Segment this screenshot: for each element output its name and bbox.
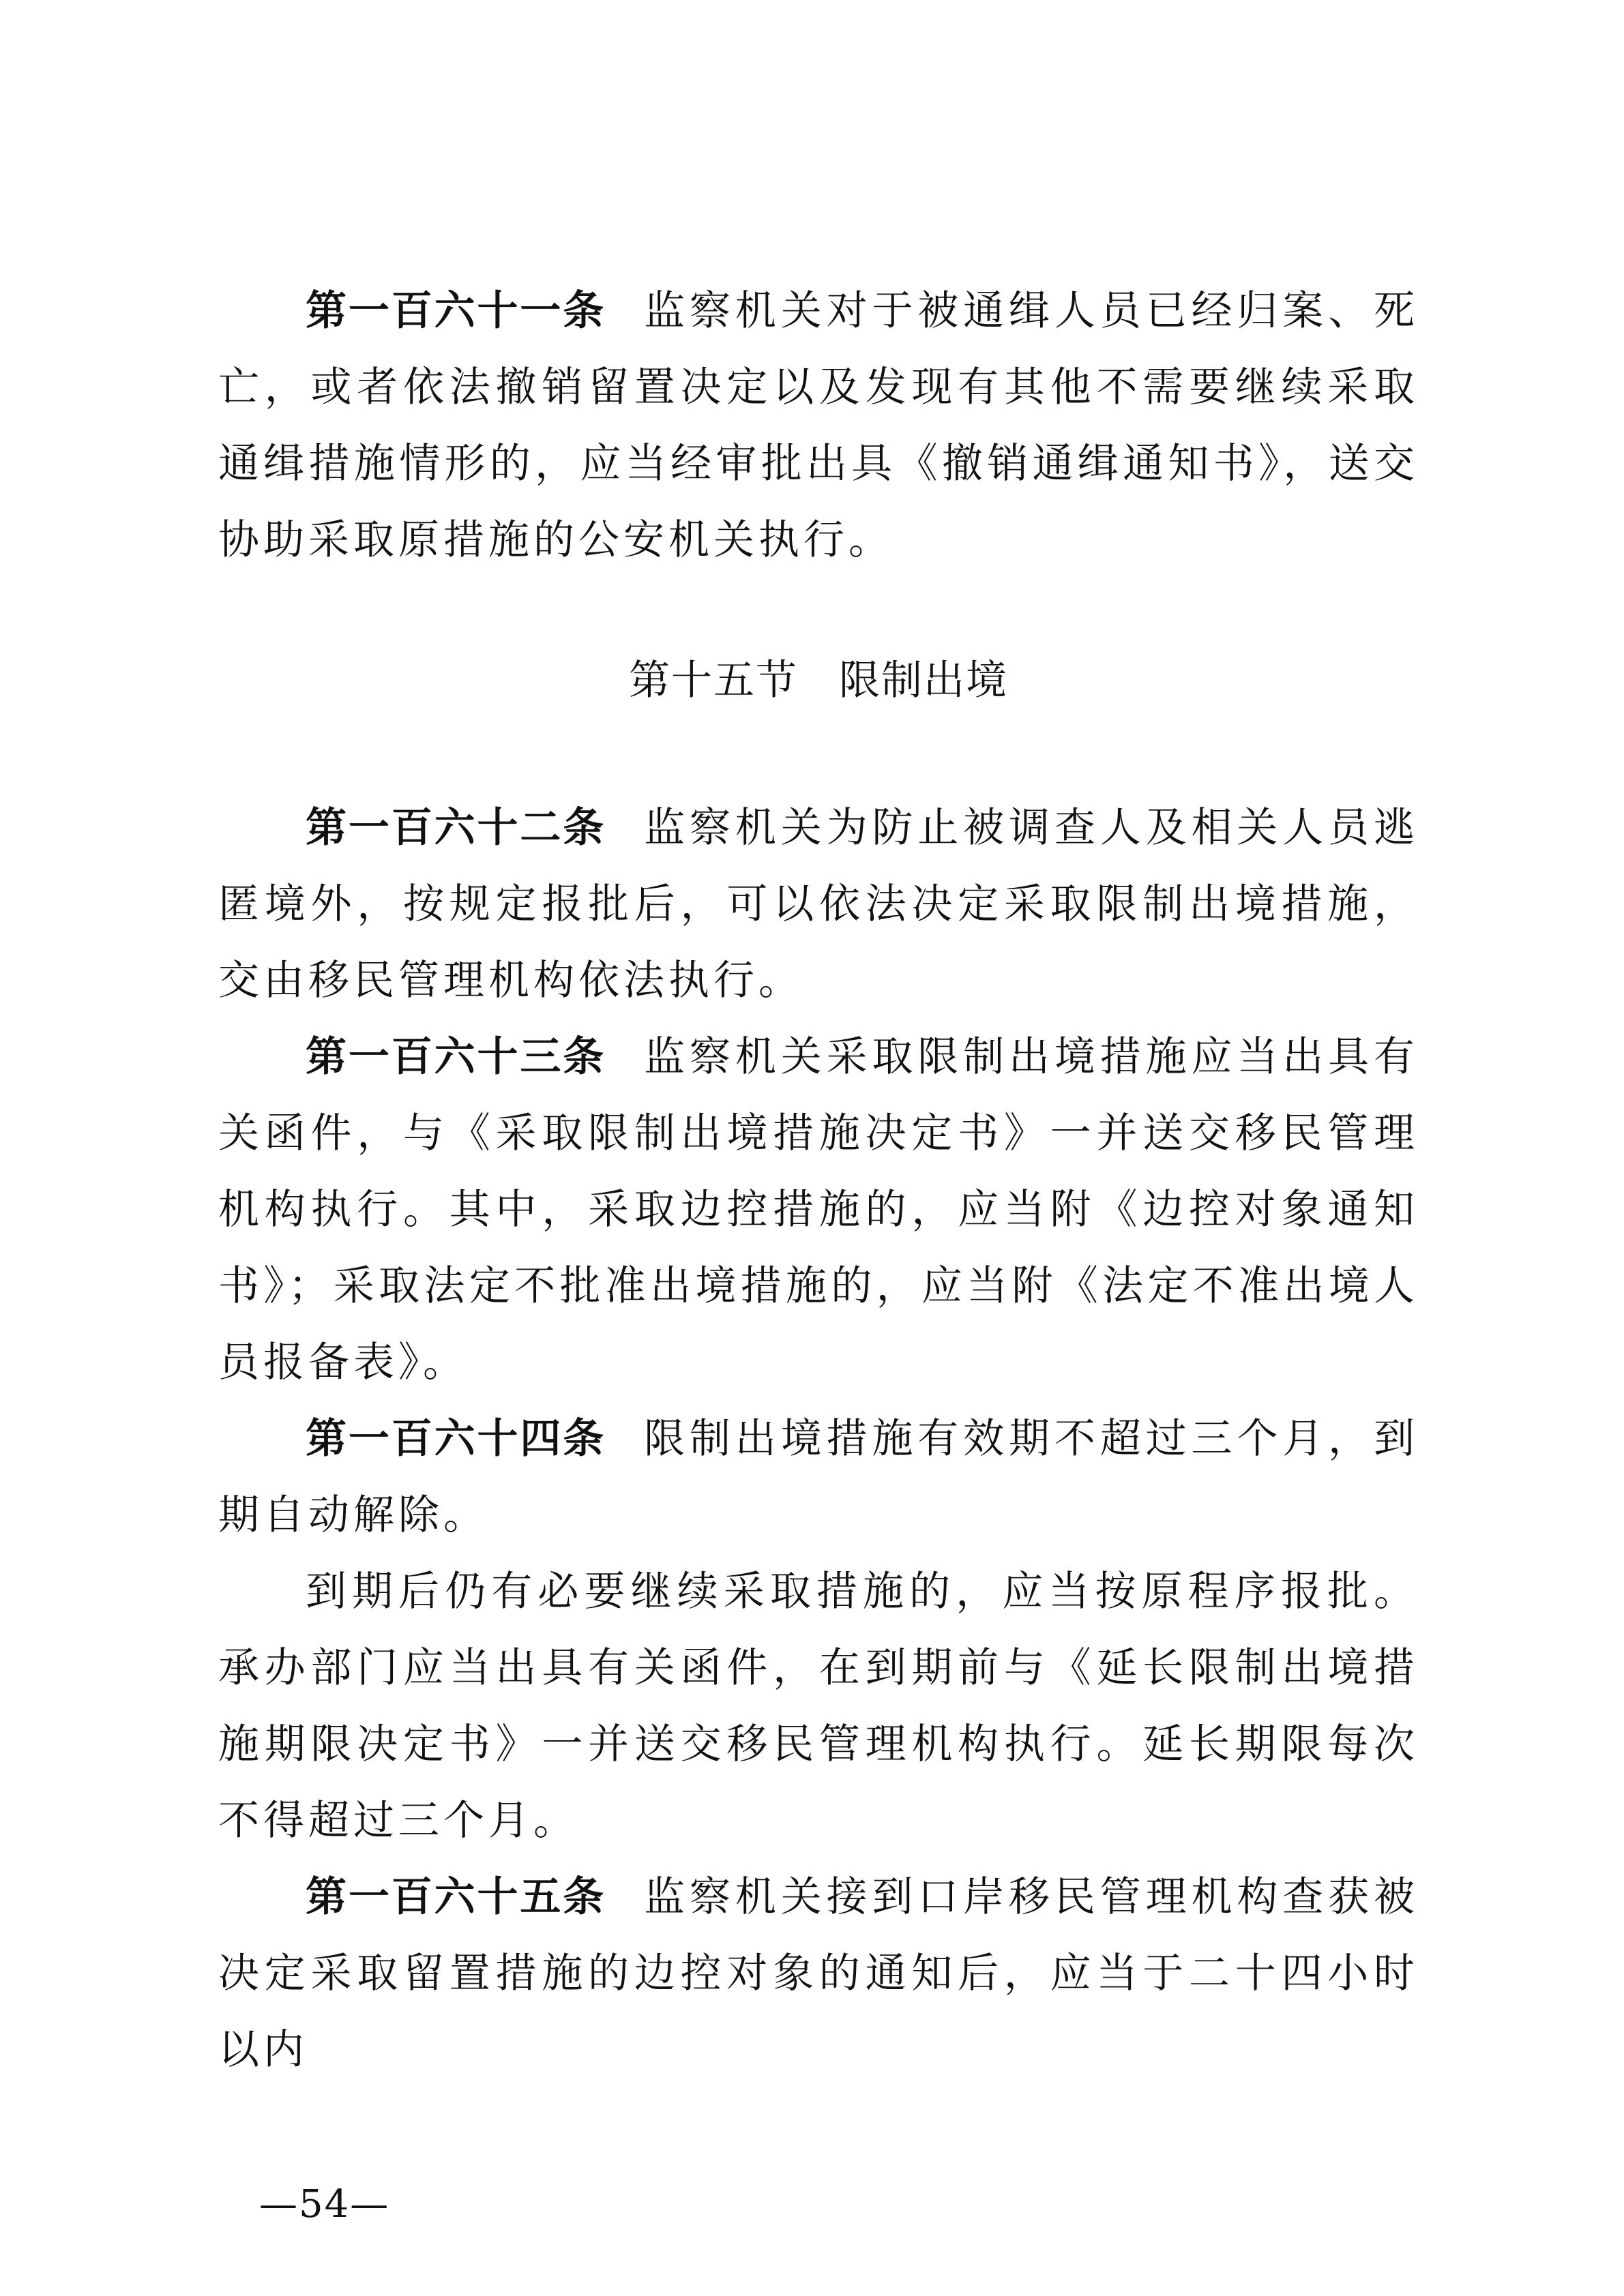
page-number: —54—	[259, 2182, 390, 2226]
article-164-title: 第一百六十四条	[306, 1415, 606, 1463]
article-161-title: 第一百六十一条	[306, 287, 606, 335]
article-162-text: 监察机关为防止被调查人及相关人员逃匿境外，按规定报批后，可以依法决定采取限制出境措施，交由移民管理机构依法执行。	[218, 804, 1419, 1004]
article-161	[218, 273, 1419, 578]
section-name: 限制出境	[839, 657, 1008, 704]
article-165-text: 监察机关接到口岸移民管理机构查获被决定采取留置措施的边控对象的通知后，应当于二十四小时以内	[218, 1873, 1419, 2074]
article-161-text: 监察机关对于被通缉人员已经归案、死亡，或者依法撤销留置决定以及发现有其他不需要继续采取通缉措施情形的，应当经审批出具《撤销通缉通知书》，送交协助采取原措施的公安机关执行。	[218, 287, 1419, 564]
article-163-title: 第一百六十三条	[306, 1033, 606, 1081]
article-164-paragraph-2: 到期后仍有必要继续采取措施的，应当按原程序报批。承办部门应当出具有关函件，在到期前与《延长限制出境措施期限决定书》一并送交移民管理机构执行。延长期限每次不得超过三个月。	[218, 1568, 1419, 1845]
section-heading	[218, 646, 1419, 715]
article-163	[218, 1019, 1419, 1401]
article-165-title: 第一百六十五条	[306, 1873, 606, 1921]
article-163-text: 监察机关采取限制出境措施应当出具有关函件，与《采取限制出境措施决定书》一并送交移民管理机构执行。其中，采取边控措施的，应当附《边控对象通知书》；采取法定不批准出境措施的，应当附《法定不准出境人员报备表》。	[218, 1033, 1419, 1386]
article-164	[218, 1401, 1419, 1553]
article-165	[218, 1859, 1419, 2088]
article-162	[218, 790, 1419, 1019]
article-162-title: 第一百六十二条	[306, 804, 606, 852]
article-164-text: 限制出境措施有效期不超过三个月，到期自动解除。	[218, 1415, 1419, 1539]
section-number: 第十五节	[629, 657, 798, 704]
document-page	[218, 273, 1419, 2088]
